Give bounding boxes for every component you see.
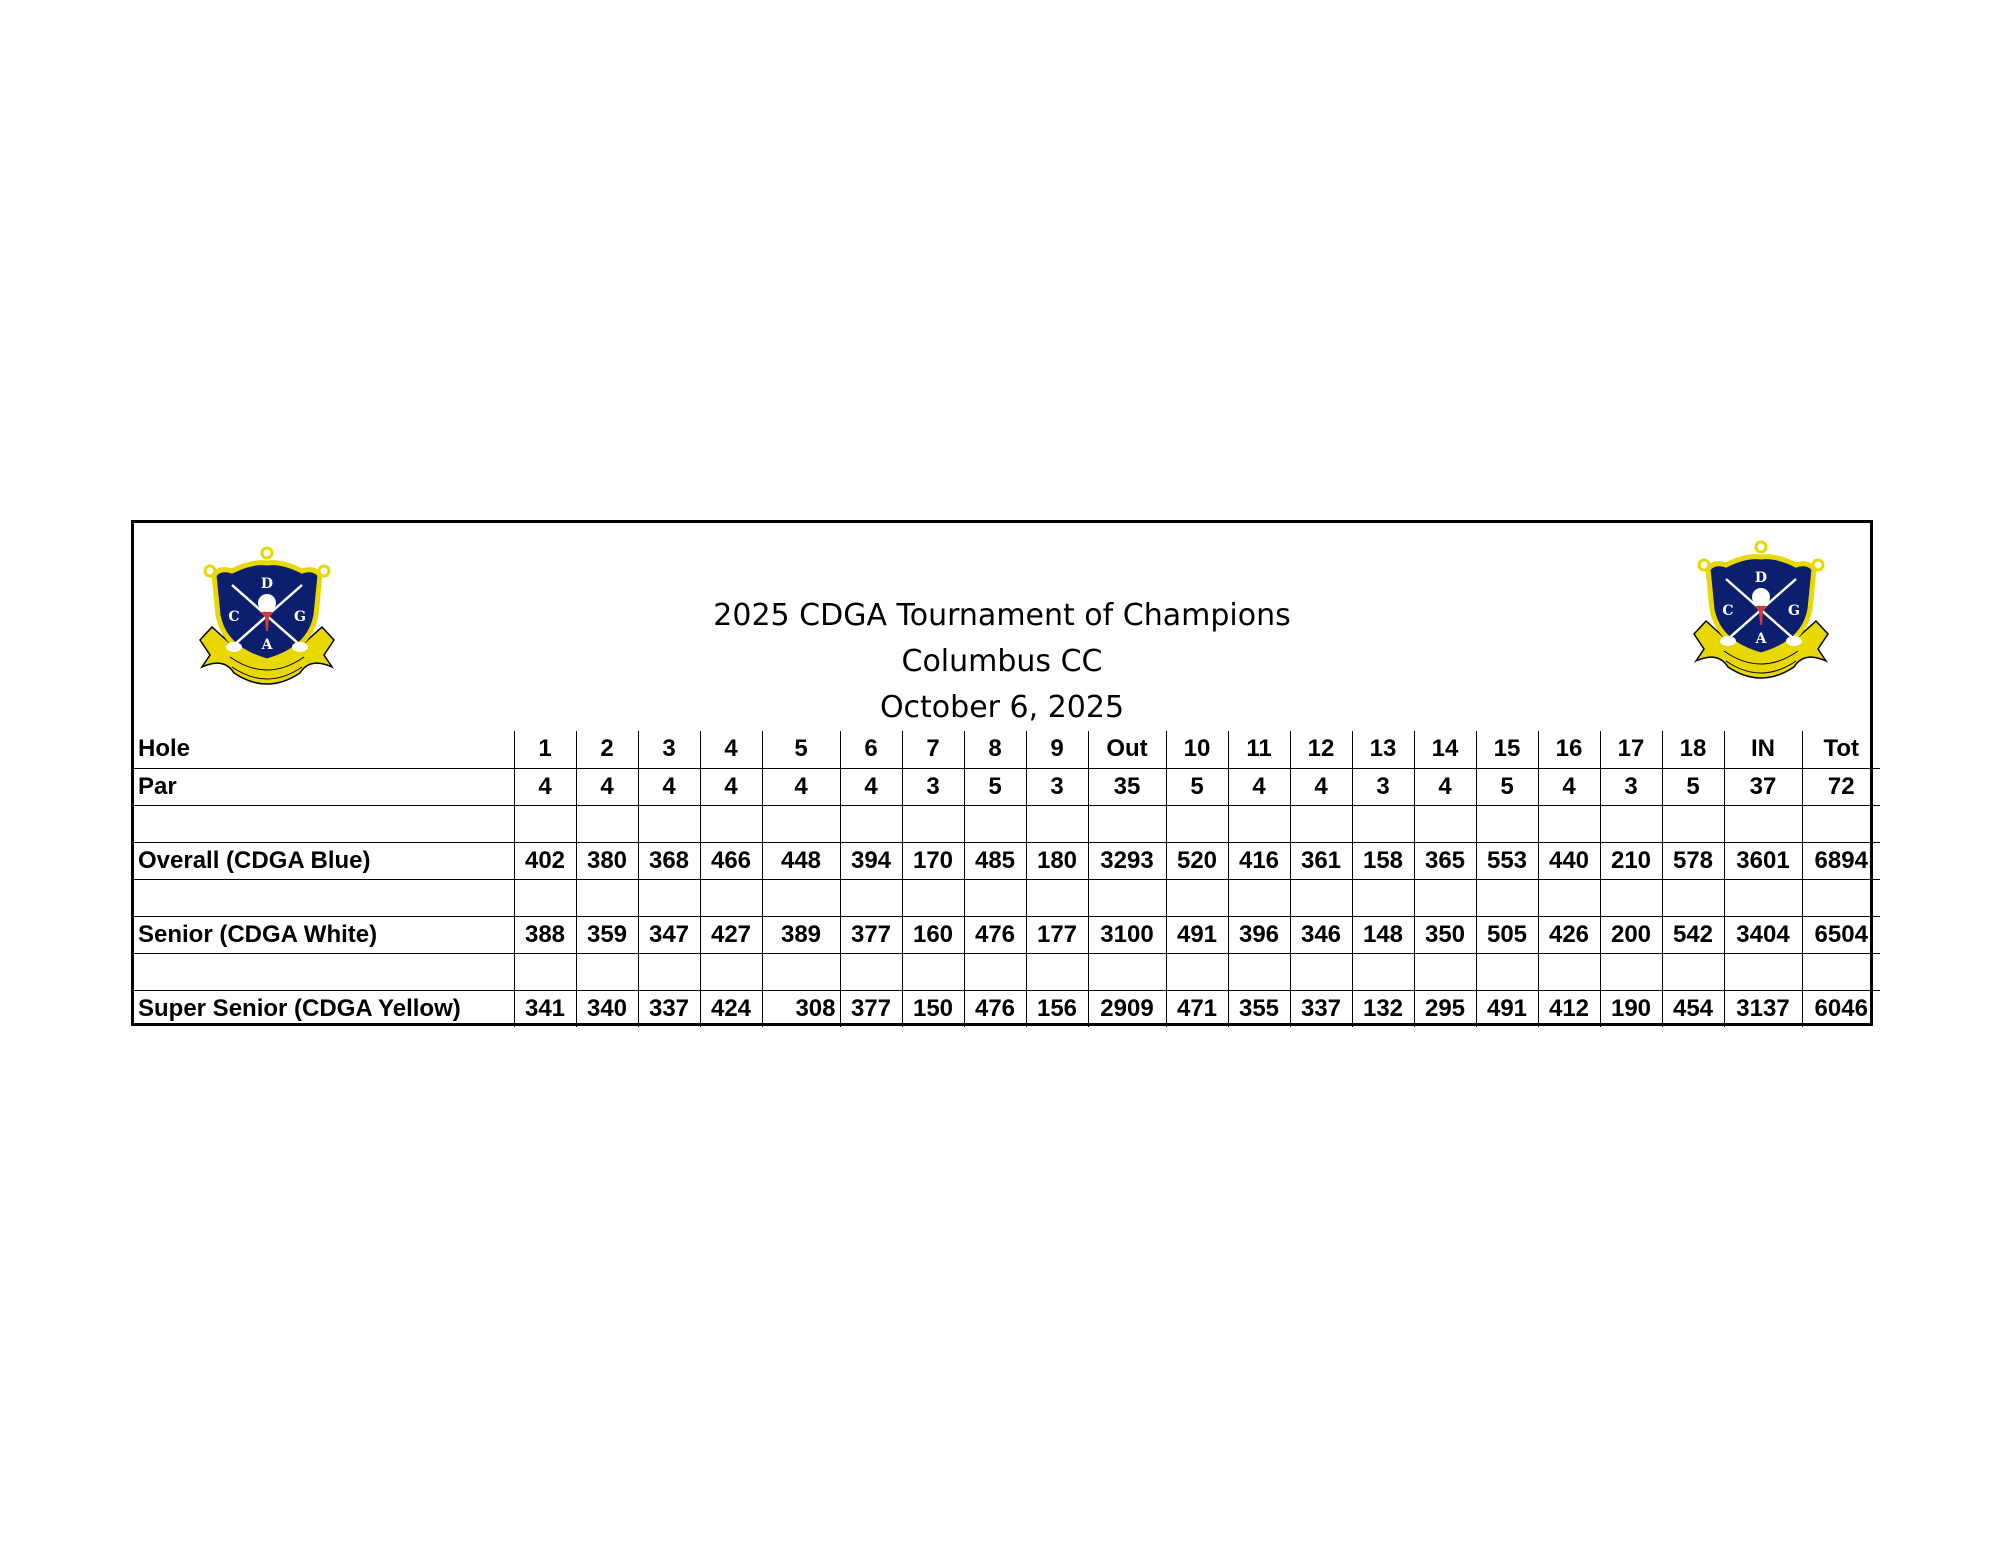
table-cell: 5 — [1166, 768, 1228, 805]
table-cell: 6 — [840, 731, 902, 768]
header-row — [134, 731, 1880, 768]
cdga-logo-right — [1686, 539, 1836, 689]
table-cell: 361 — [1290, 842, 1352, 879]
table-cell: 308 — [762, 990, 840, 1027]
row-label-cell: Overall (CDGA Blue) — [134, 842, 514, 879]
svg-text:A: A — [1755, 631, 1767, 647]
table-cell: 156 — [1026, 990, 1088, 1027]
table-cell: 180 — [1026, 842, 1088, 879]
table-cell — [762, 805, 840, 842]
table-cell — [1088, 879, 1166, 916]
table-cell: 3293 — [1088, 842, 1166, 879]
table-cell: 466 — [700, 842, 762, 879]
table-cell: 476 — [964, 916, 1026, 953]
table-cell: 365 — [1414, 842, 1476, 879]
table-cell: 553 — [1476, 842, 1538, 879]
table-cell — [1026, 805, 1088, 842]
table-cell: 10 — [1166, 731, 1228, 768]
table-cell: 396 — [1228, 916, 1290, 953]
table-cell: 4 — [700, 731, 762, 768]
table-cell: IN — [1724, 731, 1802, 768]
table-cell: Out — [1088, 731, 1166, 768]
table-cell: 389 — [762, 916, 840, 953]
table-cell: 190 — [1600, 990, 1662, 1027]
table-cell — [1802, 805, 1880, 842]
table-cell: 12 — [1290, 731, 1352, 768]
table-cell — [1724, 879, 1802, 916]
table-cell — [1352, 953, 1414, 990]
table-cell — [638, 879, 700, 916]
table-cell — [1476, 953, 1538, 990]
scorecard — [131, 520, 1873, 1026]
table-cell — [1352, 805, 1414, 842]
table-cell — [514, 953, 576, 990]
table-cell — [1228, 953, 1290, 990]
table-cell: 350 — [1414, 916, 1476, 953]
table-cell — [1088, 953, 1166, 990]
table-cell: 346 — [1290, 916, 1352, 953]
table-cell: 11 — [1228, 731, 1290, 768]
table-cell — [576, 805, 638, 842]
table-cell — [1538, 805, 1600, 842]
table-cell — [840, 953, 902, 990]
table-cell: 14 — [1414, 731, 1476, 768]
svg-text:A: A — [261, 637, 273, 653]
table-cell — [1166, 953, 1228, 990]
table-cell — [1662, 879, 1724, 916]
table-cell: 3137 — [1724, 990, 1802, 1027]
table-cell: 368 — [638, 842, 700, 879]
table-cell — [1026, 879, 1088, 916]
table-row — [134, 805, 1880, 842]
table-cell — [1166, 879, 1228, 916]
table-row — [134, 879, 1880, 916]
scorecard-header — [134, 523, 1870, 731]
table-cell: 4 — [762, 768, 840, 805]
table-cell: 3 — [1026, 768, 1088, 805]
table-cell: 177 — [1026, 916, 1088, 953]
table-cell: 520 — [1166, 842, 1228, 879]
table-cell: 402 — [514, 842, 576, 879]
venue-name: Columbus CC — [901, 644, 1103, 679]
table-cell — [1662, 953, 1724, 990]
table-cell: 3 — [1600, 768, 1662, 805]
table-cell: 3601 — [1724, 842, 1802, 879]
table-cell — [902, 805, 964, 842]
scorecard-table — [134, 731, 1880, 1027]
title-block — [134, 593, 1870, 731]
row-label-cell: Super Senior (CDGA Yellow) — [134, 990, 514, 1027]
table-cell — [700, 879, 762, 916]
table-cell: 578 — [1662, 842, 1724, 879]
tournament-title: 2025 CDGA Tournament of Champions — [713, 598, 1291, 633]
table-cell: 380 — [576, 842, 638, 879]
row-label-cell: Hole — [134, 731, 514, 768]
table-cell — [1414, 805, 1476, 842]
table-cell: 8 — [964, 731, 1026, 768]
table-cell — [1476, 879, 1538, 916]
table-cell: 448 — [762, 842, 840, 879]
table-cell: 3404 — [1724, 916, 1802, 953]
table-cell: 6504 — [1802, 916, 1880, 953]
table-cell: 4 — [1228, 768, 1290, 805]
table-cell: 150 — [902, 990, 964, 1027]
table-cell — [840, 879, 902, 916]
table-cell: 17 — [1600, 731, 1662, 768]
table-cell: 471 — [1166, 990, 1228, 1027]
table-cell — [514, 879, 576, 916]
table-cell: 6894 — [1802, 842, 1880, 879]
table-cell: 427 — [700, 916, 762, 953]
table-cell: 476 — [964, 990, 1026, 1027]
table-cell — [1600, 805, 1662, 842]
table-cell: 377 — [840, 990, 902, 1027]
table-row — [134, 916, 1880, 953]
table-cell: 2909 — [1088, 990, 1166, 1027]
table-cell: 4 — [638, 768, 700, 805]
table-row — [134, 842, 1880, 879]
svg-text:G: G — [294, 609, 306, 625]
table-cell: 4 — [576, 768, 638, 805]
table-cell: 542 — [1662, 916, 1724, 953]
svg-text:D: D — [260, 576, 274, 592]
table-cell: 4 — [514, 768, 576, 805]
table-cell: 416 — [1228, 842, 1290, 879]
table-cell: 158 — [1352, 842, 1414, 879]
table-cell: 341 — [514, 990, 576, 1027]
table-cell — [1166, 805, 1228, 842]
table-row — [134, 990, 1880, 1027]
table-cell: 377 — [840, 916, 902, 953]
table-cell: 340 — [576, 990, 638, 1027]
table-cell — [902, 953, 964, 990]
table-cell — [1538, 879, 1600, 916]
table-cell — [1290, 879, 1352, 916]
table-cell: 337 — [1290, 990, 1352, 1027]
table-cell: 347 — [638, 916, 700, 953]
table-cell — [1802, 953, 1880, 990]
table-cell — [1228, 879, 1290, 916]
svg-text:G: G — [1788, 603, 1800, 619]
table-cell: 3 — [902, 768, 964, 805]
table-cell: 5 — [1476, 768, 1538, 805]
table-cell: 3 — [638, 731, 700, 768]
table-cell: 37 — [1724, 768, 1802, 805]
table-cell — [1600, 879, 1662, 916]
table-cell — [840, 805, 902, 842]
svg-text:C: C — [228, 609, 240, 625]
table-row — [134, 953, 1880, 990]
table-cell — [1026, 953, 1088, 990]
table-cell: 72 — [1802, 768, 1880, 805]
table-cell — [1538, 953, 1600, 990]
row-label-cell — [134, 953, 514, 990]
table-row — [134, 768, 1880, 805]
table-cell — [576, 953, 638, 990]
table-cell: 6046 — [1802, 990, 1880, 1027]
table-cell: 160 — [902, 916, 964, 953]
table-cell: 210 — [1600, 842, 1662, 879]
table-cell — [700, 805, 762, 842]
table-cell: 424 — [700, 990, 762, 1027]
table-cell: 505 — [1476, 916, 1538, 953]
table-cell — [700, 953, 762, 990]
table-cell: 170 — [902, 842, 964, 879]
table-cell — [762, 953, 840, 990]
row-label-cell — [134, 879, 514, 916]
table-cell — [762, 879, 840, 916]
table-cell: 148 — [1352, 916, 1414, 953]
table-cell — [1600, 953, 1662, 990]
table-cell — [964, 879, 1026, 916]
table-cell — [1662, 805, 1724, 842]
table-cell — [1088, 805, 1166, 842]
table-cell: 18 — [1662, 731, 1724, 768]
table-cell — [1802, 879, 1880, 916]
event-date: October 6, 2025 — [879, 690, 1125, 725]
table-cell: 13 — [1352, 731, 1414, 768]
table-cell: 4 — [840, 768, 902, 805]
table-cell: 2 — [576, 731, 638, 768]
row-label-cell: Par — [134, 768, 514, 805]
table-cell: 355 — [1228, 990, 1290, 1027]
svg-text:C: C — [1722, 603, 1734, 619]
table-cell: 1 — [514, 731, 576, 768]
table-cell: 3 — [1352, 768, 1414, 805]
table-cell: 132 — [1352, 990, 1414, 1027]
table-cell: 200 — [1600, 916, 1662, 953]
table-cell: 4 — [1414, 768, 1476, 805]
table-cell: 394 — [840, 842, 902, 879]
table-cell: 359 — [576, 916, 638, 953]
table-cell: 426 — [1538, 916, 1600, 953]
table-cell — [1724, 953, 1802, 990]
table-cell: 4 — [1290, 768, 1352, 805]
table-cell — [1414, 879, 1476, 916]
table-cell — [964, 805, 1026, 842]
table-cell: 7 — [902, 731, 964, 768]
table-cell: 16 — [1538, 731, 1600, 768]
table-cell: 412 — [1538, 990, 1600, 1027]
table-cell — [638, 953, 700, 990]
table-cell — [1414, 953, 1476, 990]
table-cell — [1228, 805, 1290, 842]
table-cell: 15 — [1476, 731, 1538, 768]
table-cell: 5 — [1662, 768, 1724, 805]
table-cell: 295 — [1414, 990, 1476, 1027]
table-cell: 491 — [1476, 990, 1538, 1027]
table-cell — [638, 805, 700, 842]
table-cell — [902, 879, 964, 916]
table-cell: 388 — [514, 916, 576, 953]
table-cell: 3100 — [1088, 916, 1166, 953]
table-cell: Tot — [1802, 731, 1880, 768]
table-cell: 5 — [964, 768, 1026, 805]
table-cell: 491 — [1166, 916, 1228, 953]
row-label-cell — [134, 805, 514, 842]
row-label-cell: Senior (CDGA White) — [134, 916, 514, 953]
table-cell — [1290, 953, 1352, 990]
table-cell: 4 — [700, 768, 762, 805]
table-cell — [964, 953, 1026, 990]
table-cell: 454 — [1662, 990, 1724, 1027]
table-cell — [1476, 805, 1538, 842]
table-cell: 337 — [638, 990, 700, 1027]
svg-text:D: D — [1754, 570, 1768, 586]
table-cell — [576, 879, 638, 916]
table-cell — [514, 805, 576, 842]
table-cell: 5 — [762, 731, 840, 768]
table-cell: 440 — [1538, 842, 1600, 879]
table-cell — [1290, 805, 1352, 842]
table-cell: 4 — [1538, 768, 1600, 805]
table-cell: 35 — [1088, 768, 1166, 805]
table-cell: 9 — [1026, 731, 1088, 768]
table-cell: 485 — [964, 842, 1026, 879]
table-cell — [1724, 805, 1802, 842]
table-cell — [1352, 879, 1414, 916]
